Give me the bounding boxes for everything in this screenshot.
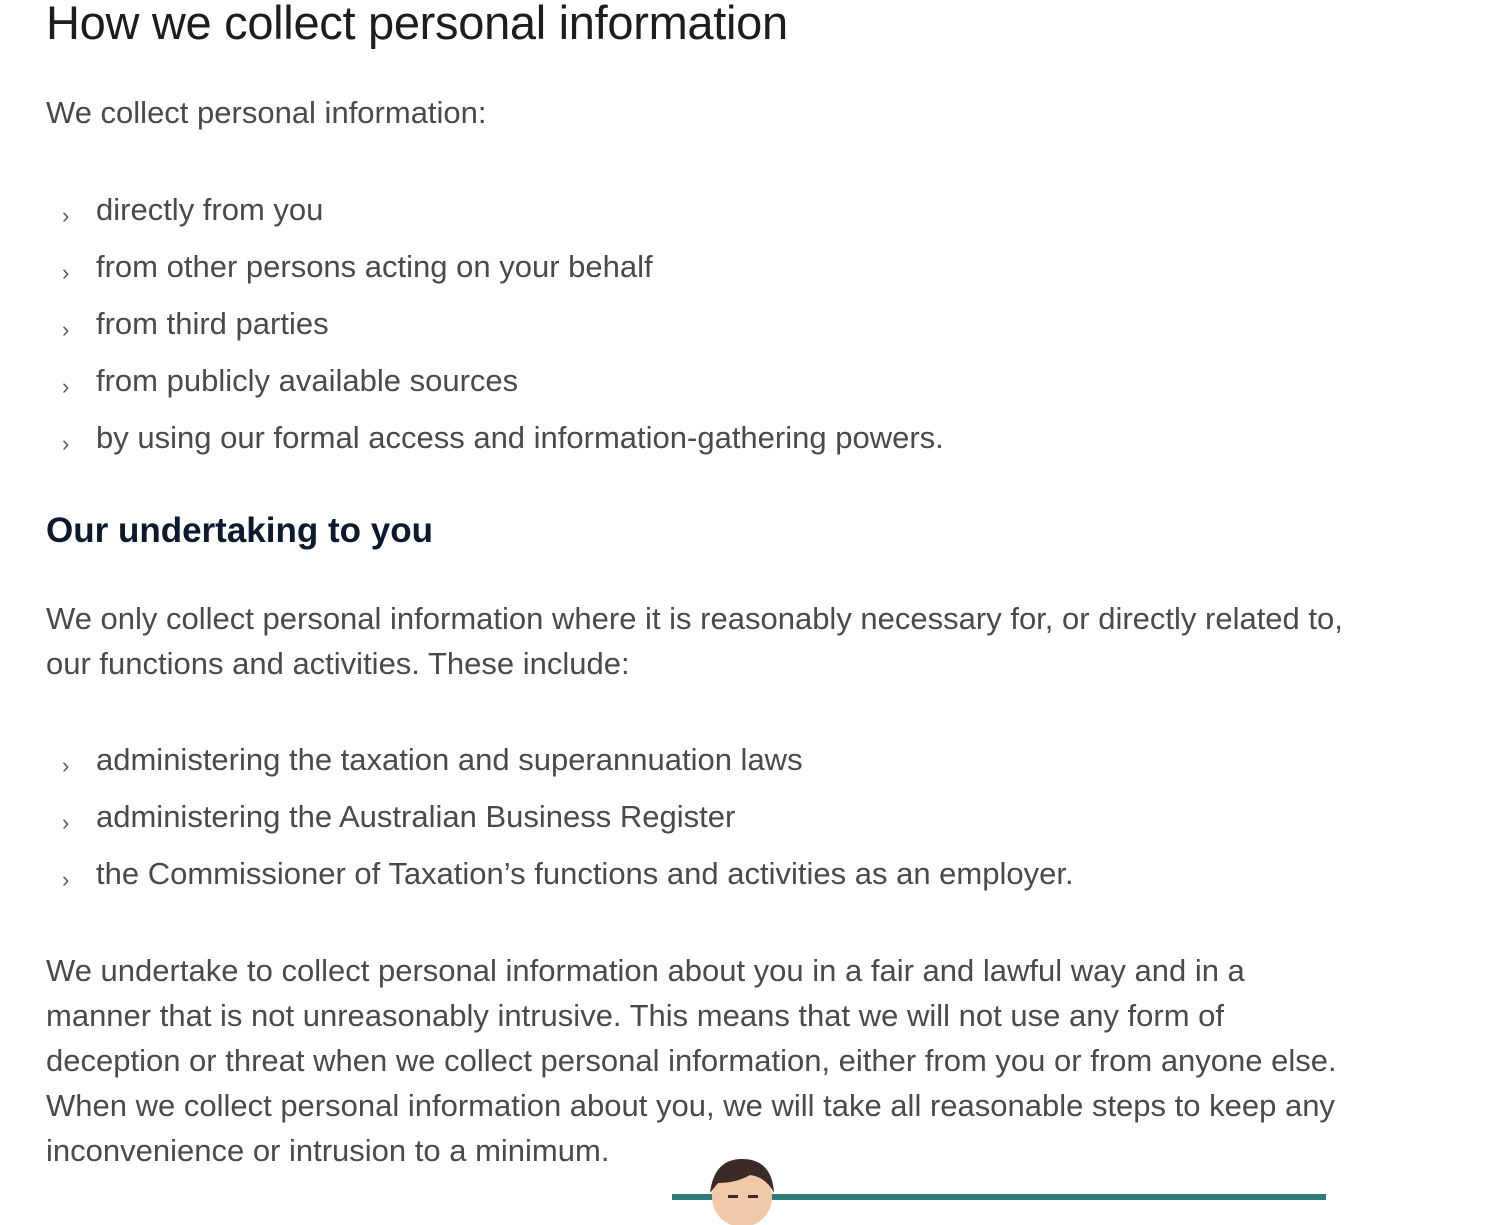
list-item-text: the Commissioner of Taxation’s functions and activities as an employer.	[96, 856, 1074, 891]
chevron-right-icon: ›	[62, 431, 70, 456]
chevron-right-icon: ›	[62, 753, 70, 778]
chevron-right-icon: ›	[62, 203, 70, 228]
chevron-right-icon: ›	[62, 260, 70, 285]
chevron-right-icon: ›	[62, 317, 70, 342]
undertaking-heading: Our undertaking to you	[46, 511, 433, 550]
undertaking-intro: We only collect personal information where it is reasonably necessary for, or directly related to, our functions and activities. These include:	[46, 601, 1343, 681]
person-illustration-icon	[706, 1153, 778, 1225]
page-title: How we collect personal information	[46, 0, 788, 49]
chevron-right-icon: ›	[62, 810, 70, 835]
list-item-text: directly from you	[96, 192, 324, 227]
chevron-right-icon: ›	[62, 374, 70, 399]
list-item-text: from other persons acting on your behalf	[96, 249, 653, 284]
list-item-text: from publicly available sources	[96, 363, 519, 398]
list-item-text: by using our formal access and information-gathering powers.	[96, 420, 944, 455]
chevron-right-icon: ›	[62, 867, 70, 892]
undertaking-body: We undertake to collect personal information about you in a fair and lawful way and in a manner that is not unreasonably intrusive. This means that we will not use any form of deception or threat when we collect personal information, either from you or from anyone else. When we collect personal information about you, we will take all reasonable steps to keep any inconvenience or intrusion to a minimum.	[46, 953, 1337, 1168]
list-item-text: administering the Australian Business Register	[96, 799, 736, 834]
collection-intro: We collect personal information:	[46, 95, 487, 130]
list-item-text: administering the taxation and superannuation laws	[96, 742, 803, 777]
list-item-text: from third parties	[96, 306, 329, 341]
